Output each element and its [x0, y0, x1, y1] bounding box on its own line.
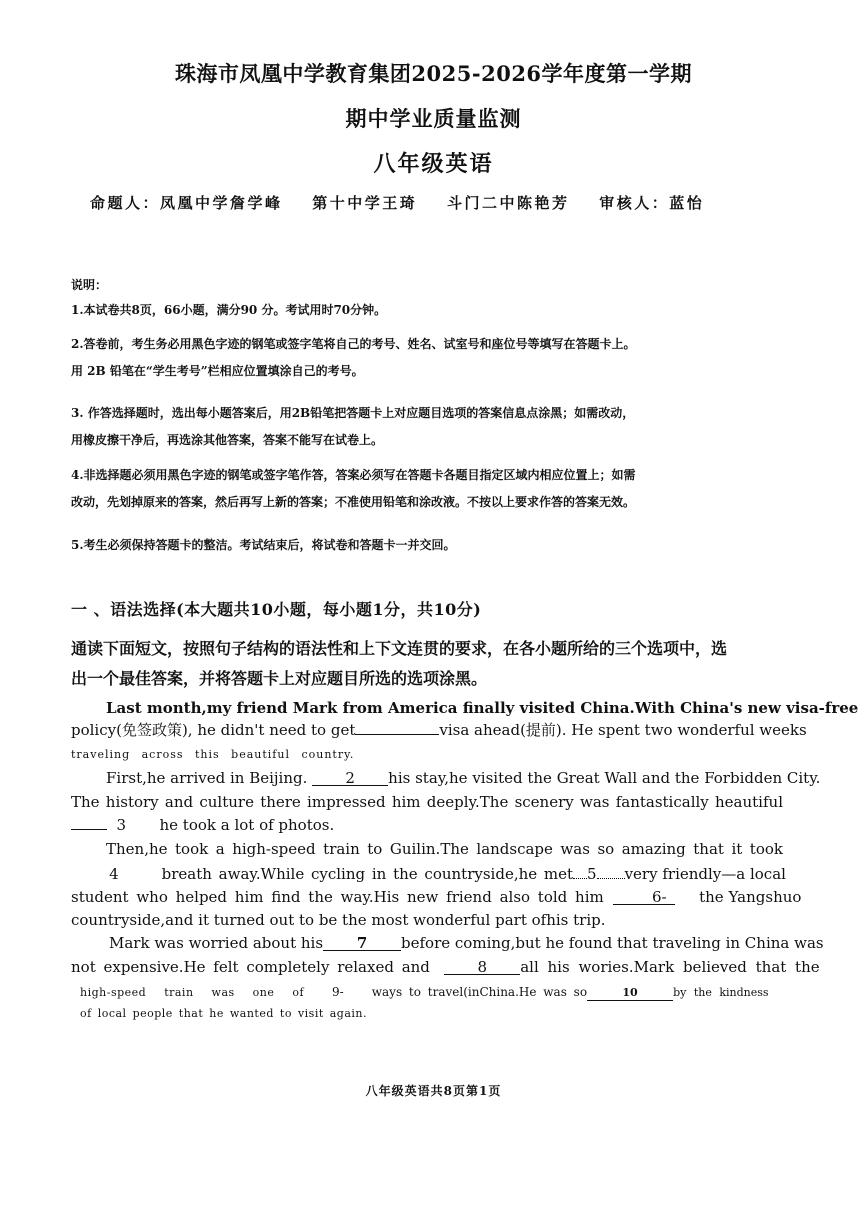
- authors-line: [90, 192, 790, 213]
- note-1: 1.本试卷共8页，66小题，满分90 分。考试用时70分钟。: [71, 303, 387, 317]
- section-instruction-2: 出一个最佳答案，并将答题卡上对应题目所选的选项涂黑。: [71, 669, 488, 688]
- passage-line: high-speed train was one of 9- ways to travel(inChina.He was so 10 by the kindness: [80, 985, 769, 999]
- section-heading: 一 、语法选择(本大题共10小题，每小题1分，共10分): [71, 600, 482, 619]
- note-3: 3. 作答选择题时，选出每小题答案后，用2B铅笔把答题卡上对应题目选项的答案信息点涂黑；如需改动， 用橡皮擦干净后，再选涂其他答案，答案不能写在试卷上。: [71, 406, 635, 447]
- passage-line: The history and culture there impressed him deeply.The scenery was fantastically heautiful: [71, 793, 783, 811]
- passage-line: traveling across this beautiful country.: [71, 748, 355, 761]
- passage-line: Last month,my friend Mark from America finally visited China.With China's new visa-free: [106, 699, 859, 717]
- passage-line: Mark was worried about his 7 before coming,but he found that traveling in China was: [109, 934, 824, 952]
- passage-line: not expensive.He felt completely relaxed and 8 all his wories.Mark believed that the: [71, 958, 820, 976]
- blank-8[interactable]: 8: [444, 960, 520, 975]
- blank-5a[interactable]: [573, 864, 587, 879]
- section-instruction-1: 通读下面短文，按照句子结构的语法性和上下文连贯的要求，在各小题所给的三个选项中，选: [71, 639, 728, 658]
- page-footer: 八年级英语共8页第1页: [365, 1084, 502, 1098]
- note-5: 5.考生必须保持答题卡的整洁。考试结束后，将试卷和答题卡一并交回。: [71, 538, 456, 552]
- note-2: 2.答卷前，考生务必用黑色字迹的钢笔或签字笔将自己的考号、姓名、试室号和座位号等填写在答题卡上。 用 2B 铅笔在“学生考号”栏相应位置填涂自己的考号。: [71, 337, 636, 378]
- passage-line: policy(免签政策), he didn't need to get visa ahead(提前). He spent two wonderful weeks: [71, 721, 807, 739]
- note-4: 4.非选择题必须用黑色字迹的钢笔或签字笔作答，答案必须写在答题卡各题目指定区域内相应位置上；如需 改动，先划掉原来的答案，然后再写上新的答案；不准使用铅笔和涂改液。不按以上要求作答的答案无效。: [71, 468, 636, 509]
- passage-line: 4 breath away.While cycling in the countryside,he met 5 very friendly—a local: [109, 865, 786, 883]
- exam-title-line2: 期中学业质量监测: [345, 106, 522, 131]
- exam-subject-title: 八年级英语: [373, 151, 494, 177]
- blank-3a[interactable]: [71, 815, 107, 830]
- blank-10[interactable]: 10: [587, 986, 673, 1001]
- author-1: 命题人：凤凰中学詹学峰: [90, 194, 283, 212]
- blank-5b[interactable]: [597, 864, 625, 879]
- notes-label: 说明：: [71, 278, 108, 292]
- blank-2[interactable]: 2: [312, 771, 388, 786]
- blank-6[interactable]: 6-: [613, 890, 675, 905]
- passage-line: student who helped him find the way.His new friend also told him 6- the Yangshuo: [71, 888, 802, 906]
- passage-line: 3 he took a lot of photos.: [71, 814, 783, 836]
- blank-7[interactable]: 7: [323, 936, 401, 951]
- passage-line: Then,he took a high-speed train to Guilin.The landscape was so amazing that it took: [106, 840, 783, 858]
- passage-line: countryside,and it turned out to be the most wonderful part ofhis trip.: [71, 911, 606, 929]
- author-3: 斗门二中陈艳芳: [447, 194, 570, 212]
- passage-line: of local people that he wanted to visit again.: [80, 1007, 368, 1020]
- reviewer: 审核人：蓝怡: [599, 194, 705, 212]
- author-2: 第十中学王琦: [312, 194, 418, 212]
- exam-title-line1: 珠海市凤凰中学教育集团2025-2026学年度第一学期: [174, 61, 693, 86]
- passage-line: First,he arrived in Beijing. 2 his stay,he visited the Great Wall and the Forbidden City.: [106, 769, 821, 787]
- blank-1[interactable]: [355, 720, 439, 735]
